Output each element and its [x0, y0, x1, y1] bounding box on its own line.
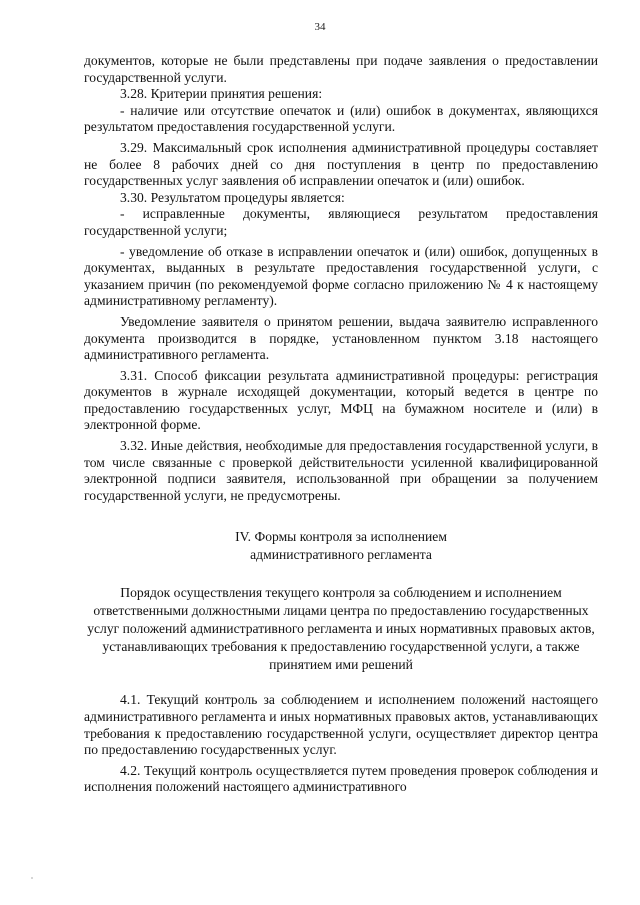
section-subtitle: Порядок осуществления текущего контроля за соблюдением и исполнением ответственными должностными лицами центра по предоставлению государственных услуг положений административного регламента и иных нормативных правовых актов, устанавливающих требования к предоставлению государственной услуги, а также принятием ими решений — [87, 585, 595, 673]
list-item-criteria: - наличие или отсутствие опечаток и (или) ошибок в документах, являющихся результатом предоставления государственной услуги. — [84, 102, 598, 135]
paragraph-3-30: 3.30. Результатом процедуры является: — [120, 189, 345, 205]
page-number: 34 — [314, 21, 326, 33]
paragraph-3-29: 3.29. Максимальный срок исполнения административной процедуры составляет не более 8 рабочих дней со дня поступления в центр по предоставлению государственных услуг заявления об исправлении опечаток и (или) ошибок. — [84, 139, 598, 189]
paragraph-4-1: 4.1. Текущий контроль за соблюдением и исполнением положений настоящего административного регламента и иных нормативных правовых актов, устанавливающих требования к предоставлению государственной услуги, осуществляет директор центра по предоставлению государственных услуг. — [84, 692, 598, 758]
paragraph-4-2: 4.2. Текущий контроль осуществляется путем проведения проверок соблюдения и исполнения положений настоящего административного — [84, 762, 598, 795]
section-title-line-2: административного регламента — [250, 547, 432, 563]
paragraph-3-32: 3.32. Иные действия, необходимые для предоставления государственной услуги, в том числе связанные с проверкой действительности усиленной квалифицированной электронной подписи заявителя, использованной при обращении за получением государственной услуги, не предусмотрены. — [84, 438, 598, 503]
paragraph-3-31: 3.31. Способ фиксации результата административной процедуры: регистрация документов в журнале исходящей документации, который ведется в центре по предоставлению государственных услуг, МФЦ на бумажном носителе и (или) в электронной форме. — [84, 367, 598, 433]
section-title-line-1: IV. Формы контроля за исполнением — [235, 529, 447, 545]
list-item-corrected-documents: - исправленные документы, являющиеся результатом предоставления государственной услуги; — [84, 206, 598, 238]
scan-artifact — [31, 877, 33, 879]
section-title — [84, 528, 598, 564]
page-body — [84, 53, 598, 796]
list-item-refusal-notice: - уведомление об отказе в исправлении опечаток и (или) ошибок, допущенных в документах, выданных в результате предоставления государственной услуги, с указанием причин (по рекомендуемой форме согласно приложению № 4 к настоящему административному регламенту). — [84, 243, 598, 309]
paragraph-continuation: документов, которые не были представлены при подаче заявления о предоставлении государственной услуги. — [84, 53, 598, 85]
paragraph-3-28: 3.28. Критерии принятия решения: — [120, 86, 323, 102]
paragraph-notification: Уведомление заявителя о принятом решении, выдача заявителю исправленного документа производится в порядке, установленном пунктом 3.18 настоящего административного регламента. — [84, 313, 598, 363]
